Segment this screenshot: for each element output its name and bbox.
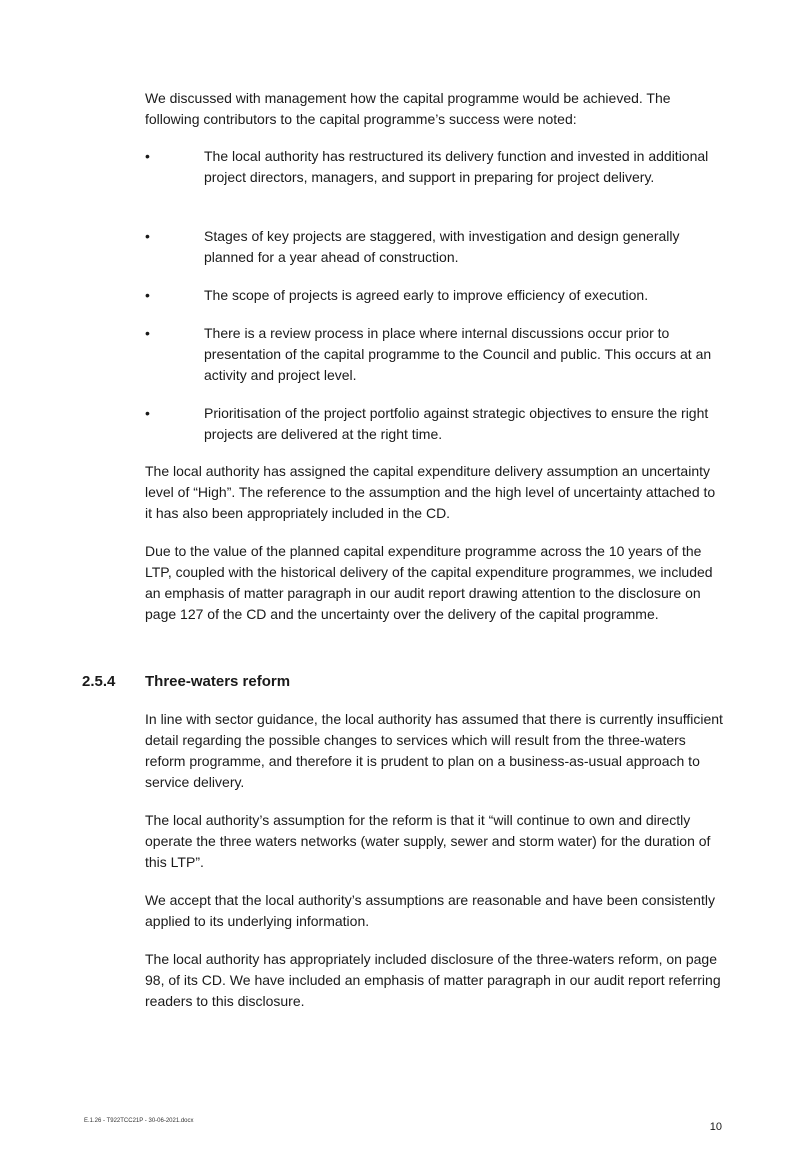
bullet-icon: • xyxy=(145,148,150,164)
bullet-icon: • xyxy=(145,287,150,303)
page-number: 10 xyxy=(709,1121,722,1133)
emphasis-paragraph: Due to the value of the planned capital expenditure programme across the 10 years of the LTP, coupled with the historical delivery of the capital expenditure programmes, we included an emphasis of matter paragraph in our audit report drawing attention to the disclosure on page 127 of the CD and the uncertainty over the delivery of the capital programme. xyxy=(145,543,713,622)
bullet-icon: • xyxy=(145,228,150,244)
intro-paragraph: We discussed with management how the capital programme would be achieved. The following contributors to the capital programme’s success were noted: xyxy=(145,90,671,127)
list-item-text: There is a review process in place where internal discussions occur prior to presentation of the capital programme to the Council and public. This occurs at an activity and project level. xyxy=(204,325,712,383)
uncertainty-paragraph: The local authority has assigned the capital expenditure delivery assumption an uncertainty level of “High”. The reference to the assumption and the high level of uncertainty attached to it has also been appropriately included in the CD. xyxy=(145,463,716,521)
document-reference: E.1.26 - T922TCC21P - 30-06-2021.docx xyxy=(84,1118,194,1124)
list-item-text: The local authority has restructured its delivery function and invested in additional project directors, managers, and support in preparing for project delivery. xyxy=(204,148,709,185)
bullet-icon: • xyxy=(145,405,150,421)
list-item-text: Stages of key projects are staggered, with investigation and design generally planned for a year ahead of construction. xyxy=(204,228,680,265)
acceptance-paragraph: We accept that the local authority’s assumptions are reasonable and have been consistently applied to its underlying information. xyxy=(145,892,715,929)
section-number: 2.5.4 xyxy=(82,673,116,690)
section-title: Three-waters reform xyxy=(145,673,291,690)
assumption-paragraph: The local authority’s assumption for the reform is that it “will continue to own and directly operate the three waters networks (water supply, sewer and storm water) for the duration of this LTP”. xyxy=(145,812,711,870)
sector-guidance-paragraph: In line with sector guidance, the local authority has assumed that there is currently insufficient detail regarding the possible changes to services which will result from the three-waters reform programme, and therefore it is prudent to plan on a business-as-usual approach to service delivery. xyxy=(145,711,723,790)
list-item-text: The scope of projects is agreed early to improve efficiency of execution. xyxy=(204,287,649,303)
list-item-text: Prioritisation of the project portfolio against strategic objectives to ensure the right projects are delivered at the right time. xyxy=(204,405,709,442)
disclosure-paragraph: The local authority has appropriately included disclosure of the three-waters reform, on page 98, of its CD. We have included an emphasis of matter paragraph in our audit report referring readers to this disclosure. xyxy=(145,951,721,1009)
bullet-icon: • xyxy=(145,325,150,341)
